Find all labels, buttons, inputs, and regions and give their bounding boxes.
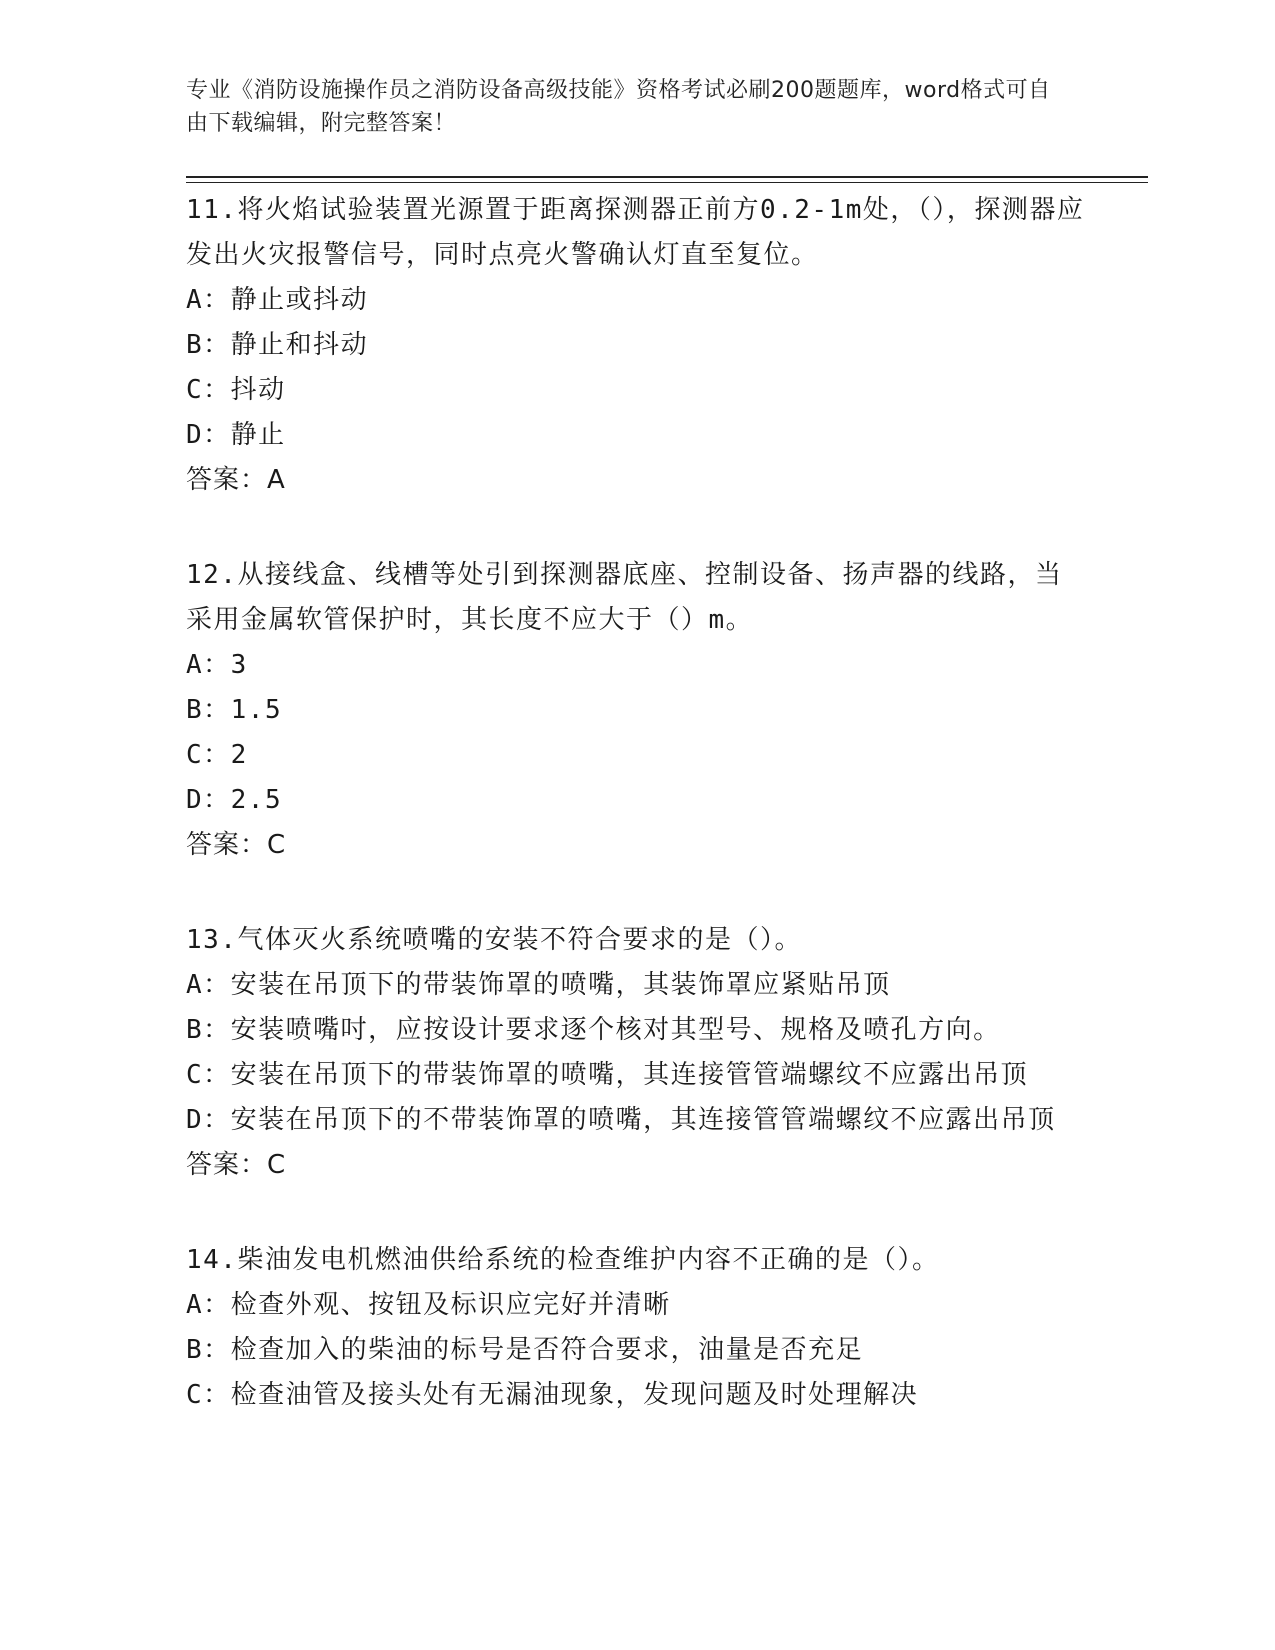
question-14 — [186, 1238, 1086, 1418]
question-13 — [186, 918, 1086, 1188]
question-list — [186, 188, 1086, 1468]
option-c: C：检查油管及接头处有无漏油现象，发现问题及时处理解决 — [186, 1380, 919, 1410]
option-a: A：3 — [186, 650, 248, 680]
header-rule-thin — [186, 182, 1148, 183]
option-d: D：2.5 — [186, 785, 283, 815]
header-rule-thick — [186, 176, 1148, 178]
option-b: B：安装喷嘴吋，应按设计要求逐个核对其型号、规格及喷孔方向。 — [186, 1015, 1001, 1045]
option-a: A：检查外观、按钮及标识应完好并清晰 — [186, 1290, 671, 1320]
option-d: D：静止 — [186, 420, 286, 450]
option-a: A：安装在吊顶下的带装饰罩的喷嘴，其装饰罩应紧贴吊顶 — [186, 970, 891, 1000]
question-11 — [186, 188, 1086, 503]
document-header: 专业《消防设施操作员之消防设备高级技能》资格考试必刷200题题库，word格式可自由下载编辑，附完整答案！ — [186, 78, 1051, 136]
answer: 答案：C — [186, 1150, 287, 1180]
option-b: B：检查加入的柴油的标号是否符合要求，油量是否充足 — [186, 1335, 864, 1365]
question-stem: 11.将火焰试验装置光源置于距离探测器正前方0.2-1m处，（），探测器应发出火灾报警信号，同时点亮火警确认灯直至复位。 — [186, 195, 1085, 270]
answer: 答案：A — [186, 465, 286, 495]
option-a: A：静止或抖动 — [186, 285, 369, 315]
option-c: C：抖动 — [186, 375, 286, 405]
option-c: C：安装在吊顶下的带装饰罩的喷嘴，其连接管管端螺纹不应露出吊顶 — [186, 1060, 1029, 1090]
question-stem: 13.气体灭火系统喷嘴的安装不符合要求的是（）。 — [186, 925, 802, 955]
question-stem: 14.柴油发电机燃油供给系统的检查维护内容不正确的是（）。 — [186, 1245, 940, 1275]
option-b: B：1.5 — [186, 695, 283, 725]
option-c: C：2 — [186, 740, 248, 770]
question-12 — [186, 553, 1086, 868]
answer: 答案：C — [186, 830, 287, 860]
option-d: D：安装在吊顶下的不带装饰罩的喷嘴，其连接管管端螺纹不应露出吊顶 — [186, 1105, 1056, 1135]
option-b: B：静止和抖动 — [186, 330, 369, 360]
question-stem: 12.从接线盒、线槽等处引到探测器底座、控制设备、扬声器的线路，当采用金属软管保护时，其长度不应大于（）m。 — [186, 560, 1063, 635]
